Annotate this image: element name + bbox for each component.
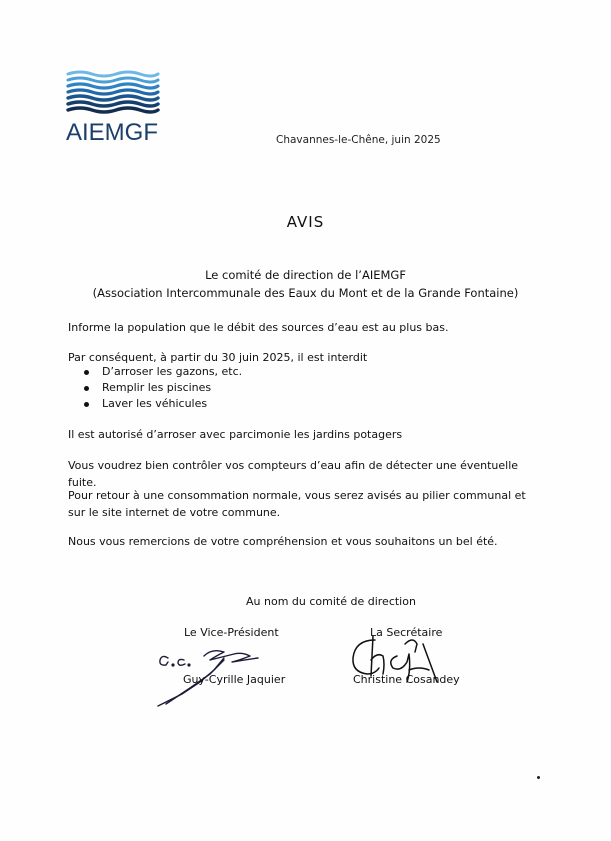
list-item [80,396,242,412]
on-behalf-line: Au nom du comité de direction [246,595,416,608]
vice-president-name: Guy-Cyrille Jaquier [183,673,286,686]
bullet-icon [84,402,89,407]
list-item-text: D’arroser les gazons, etc. [102,365,243,378]
list-item-text: Laver les véhicules [102,397,208,410]
water-waves-icon [64,70,162,120]
prohibition-list [80,364,242,412]
allowed-paragraph: Il est autorisé d’arroser avec parcimonie les jardins potagers [68,428,403,441]
notice-title: AVIS [286,213,325,231]
list-item [80,364,242,380]
bullet-icon [84,370,89,375]
prohibition-intro: Par conséquent, à partir du 30 juin 2025, il est interdit [68,351,368,364]
return-paragraph: Pour retour à une consommation normale, vous serez avisés au pilier communal et sur le site internet de votre commune. [68,489,526,519]
inform-paragraph: Informe la population que le débit des sources d’eau est au plus bas. [68,321,449,334]
meter-check-paragraph: Vous voudrez bien contrôler vos compteurs d’eau afin de détecter une éventuelle fuite. [68,459,519,489]
association-line: (Association Intercommunale des Eaux du Mont et de la Grande Fontaine) [92,286,519,300]
committee-line: Le comité de direction de l’AIEMGF [205,268,406,282]
logo-wordmark: AIEMGF [66,119,159,146]
secretary-role: La Secrétaire [370,626,443,639]
thanks-paragraph: Nous vous remercions de votre compréhension et vous souhaitons un bel été. [68,535,498,548]
scan-speck [537,776,540,779]
aiemgf-logo [64,70,162,148]
place-date: Chavannes-le-Chêne, juin 2025 [276,134,441,146]
list-item-text: Remplir les piscines [102,381,212,394]
list-item [80,380,242,396]
bullet-icon [84,386,89,391]
vice-president-role: Le Vice-Président [184,626,279,639]
secretary-name: Christine Cosandey [353,673,460,686]
